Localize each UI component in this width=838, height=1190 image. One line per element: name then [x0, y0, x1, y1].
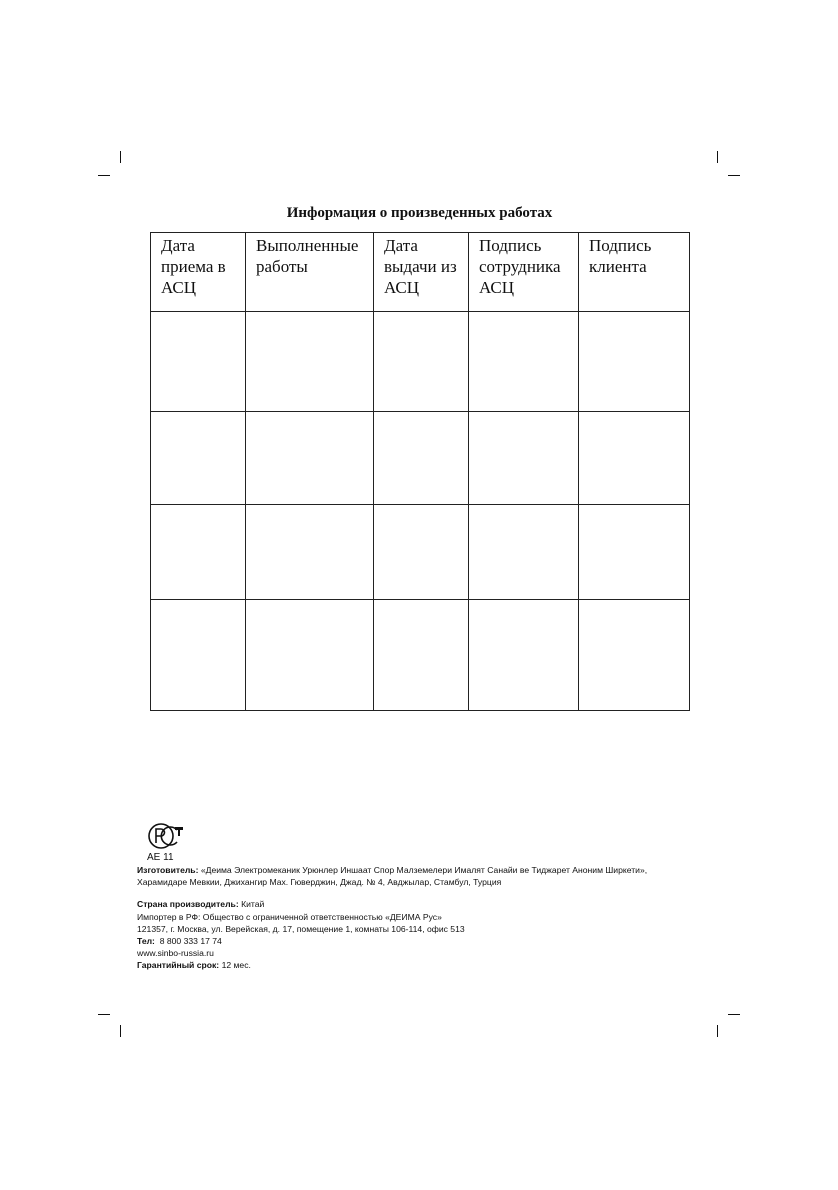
crop-mark — [717, 1025, 718, 1037]
column-header-client-signature: Подпись клиента — [579, 233, 690, 312]
table-cell — [151, 412, 246, 505]
table-header-row — [151, 233, 690, 312]
table-cell — [579, 600, 690, 711]
certification-code: АЕ 11 — [147, 852, 174, 863]
table-row — [151, 600, 690, 711]
manufacturer-line — [137, 864, 697, 888]
table-cell — [374, 312, 469, 412]
page-title: Информация о произведенных работах — [286, 205, 553, 221]
crop-mark — [717, 151, 718, 163]
table-cell — [374, 505, 469, 600]
table-cell — [579, 412, 690, 505]
warranty-value: 12 мес. — [219, 960, 251, 971]
website-link[interactable]: www.sinbo-russia.ru — [137, 948, 214, 959]
column-header-work-done: Выполненные работы — [246, 233, 374, 312]
crop-mark — [120, 151, 121, 163]
origin-line — [137, 898, 697, 910]
table-cell — [579, 312, 690, 412]
table-cell — [151, 312, 246, 412]
table-cell — [374, 600, 469, 711]
table-cell — [579, 505, 690, 600]
crop-mark — [728, 1014, 740, 1015]
crop-mark — [120, 1025, 121, 1037]
table-cell — [151, 600, 246, 711]
warranty-line — [137, 959, 697, 971]
table-row — [151, 312, 690, 412]
table-cell — [469, 412, 579, 505]
phone-label: Тел: — [137, 936, 155, 947]
table-cell — [246, 412, 374, 505]
table-cell — [151, 505, 246, 600]
table-cell — [246, 505, 374, 600]
crop-mark — [728, 175, 740, 176]
crop-mark — [98, 1014, 110, 1015]
certification-mark — [147, 822, 195, 864]
address-line: 121357, г. Москва, ул. Верейская, д. 17, помещение 1, комнаты 106-114, офис 513 — [137, 923, 465, 934]
table-cell — [469, 312, 579, 412]
service-log-table — [150, 232, 690, 711]
table-cell — [374, 412, 469, 505]
phone-line — [137, 935, 697, 947]
table-cell — [246, 312, 374, 412]
column-header-release-date: Дата выдачи из АСЦ — [374, 233, 469, 312]
table-cell — [246, 600, 374, 711]
table-cell — [469, 505, 579, 600]
table-row — [151, 505, 690, 600]
phone-value: 8 800 333 17 74 — [154, 936, 222, 947]
manufacturer-info — [137, 822, 697, 972]
importer-line: Импортер в РФ: Общество с ограниченной ответственностью «ДЕИМА Рус» — [137, 911, 442, 922]
table-row — [151, 412, 690, 505]
manufacturer-text: «Деима Электромеканик Урюнлер Иншаат Спор Малземелери Ималят Санайи ве Тиджарет Аноним Ширкети», Харамидаре Мевкии, Джихангир Мах. Гюверджин, Джад. № 4, Авджылар, Стамбул, Турция — [137, 865, 648, 888]
column-header-intake-date: Дата приема в АСЦ — [151, 233, 246, 312]
rst-certification-mark-icon — [147, 822, 187, 852]
warranty-label: Гарантийный срок: — [137, 960, 220, 971]
crop-mark — [98, 175, 110, 176]
table-cell — [469, 600, 579, 711]
origin-label: Страна производитель: — [137, 899, 239, 910]
manufacturer-label: Изготовитель: — [137, 865, 199, 875]
column-header-employee-signature: Подпись сотрудника АСЦ — [469, 233, 579, 312]
origin-value: Китай — [238, 899, 265, 910]
